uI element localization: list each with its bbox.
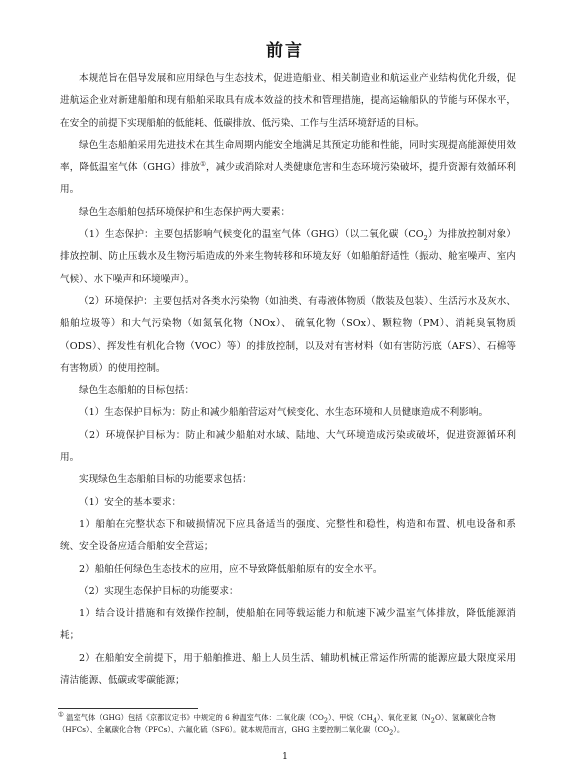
paragraph-intro: 本规范旨在倡导发展和应用绿色与生态技术，促进造船业、相关制造业和航运业产业结构优化升级，促进航运企业对新建船舶和现有船舶采取具有成本效益的技术和管理措施，提高运输船队的节能与环保水平，在安全的前提下实现船舶的低能耗、低碳排放、低污染、工作与生活环境舒适的目标。 (60, 73, 516, 129)
paragraph-definition: 绿色生态船舶采用先进技术在其生命周期内能安全地满足其预定功能和性能，同时实现提高能源使用效率，降低温室气体（GHG）排放①，减少或消除对人类健康危害和生态环境污染破坏，提升资源有效循环利用。 (60, 139, 517, 196)
footnote-mark: ① (58, 710, 64, 719)
paragraph-safety-heading: （1）安全的基本要求： (79, 496, 182, 508)
paragraph-safety-2: 2）船舶任何绿色生态技术的应用，应不导致降低船舶原有的安全水平。 (79, 563, 383, 575)
paragraph-goals: 绿色生态船舶的目标包括： (79, 385, 195, 397)
page-number: 1 (282, 752, 288, 762)
footnote: ① 温室气体（GHG）包括《京都议定书》中规定的 6 种温室气体：二氧化碳$(CO_2)$、甲烷$(CH_4)$、氧化亚氮$(N_2O)$、氢氟碳化合物（HFCs）、全氟碳化合物（PFCs）、六氟化硫（SF6）。就本规范而言，GHG 主要控制二氧化碳$(CO_2)$。 (58, 710, 496, 737)
body-text (60, 68, 516, 692)
footnote-divider (58, 708, 198, 709)
paragraph-eco-reqs-heading: （2）实现生态保护目标的功能要求： (79, 585, 239, 597)
paragraph-elements: 绿色生态船舶包括环境保护和生态保护两大要素： (79, 206, 291, 218)
footnote-reference: ① (200, 160, 207, 168)
paragraph-eco-protection: （1）生态保护：主要包括影响气候变化的温室气体（GHG）（以二氧化碳$(CO_2)$为排放控制对象）排放控制、防止压载水及生物污垢造成的外来生物转移和环境友好（如船舶舒适性（振动、舱室噪声、室内气候）、水下噪声和环境噪声）。 (60, 229, 517, 285)
page-title: 前言 (266, 41, 304, 61)
paragraph-goal-eco: （1）生态保护目标为：防止和减少船舶营运对气候变化、水生态环境和人员健康造成不利影响。 (79, 407, 489, 419)
paragraph-goal-env: （2）环境保护目标为：防止和减少船舶对水域、陆地、大气环境造成污染或破坏，促进资源循环利用。 (60, 429, 516, 464)
paragraph-eco-req-2: 2）在船舶安全前提下，用于船舶推进、船上人员生活、辅助机械正常运作所需的能源应最大限度采用清洁能源、低碳或零碳能源； (60, 652, 516, 687)
paragraph-functional-reqs: 实现绿色生态船舶目标的功能要求包括： (79, 474, 252, 486)
paragraph-env-protection: （2）环境保护：主要包括对各类水污染物（如油类、有毒液体物质（散装及包装）、生活污水及灰水、船舶垃圾等）和大气污染物（如氮氧化物（NOx）、 硫氧化物（SOx）、颗粒物（PM）、消耗臭氧物质（ODS）、挥发性有机化合物（VOC）等）的排放控制，以及对有害材料（如有害防污底（AFS）、石棉等有害物质）的使用控制。 (60, 295, 516, 374)
paragraph-safety-1: 1）船舶在完整状态下和破损情况下应具备适当的强度、完整性和稳性，构造和布置、机电设备和系统、安全设备应适合船舶安全营运； (60, 518, 516, 553)
paragraph-eco-req-1: 1）结合设计措施和有效操作控制，使船舶在同等载运能力和航速下减少温室气体排放，降低能源消耗； (60, 608, 516, 642)
